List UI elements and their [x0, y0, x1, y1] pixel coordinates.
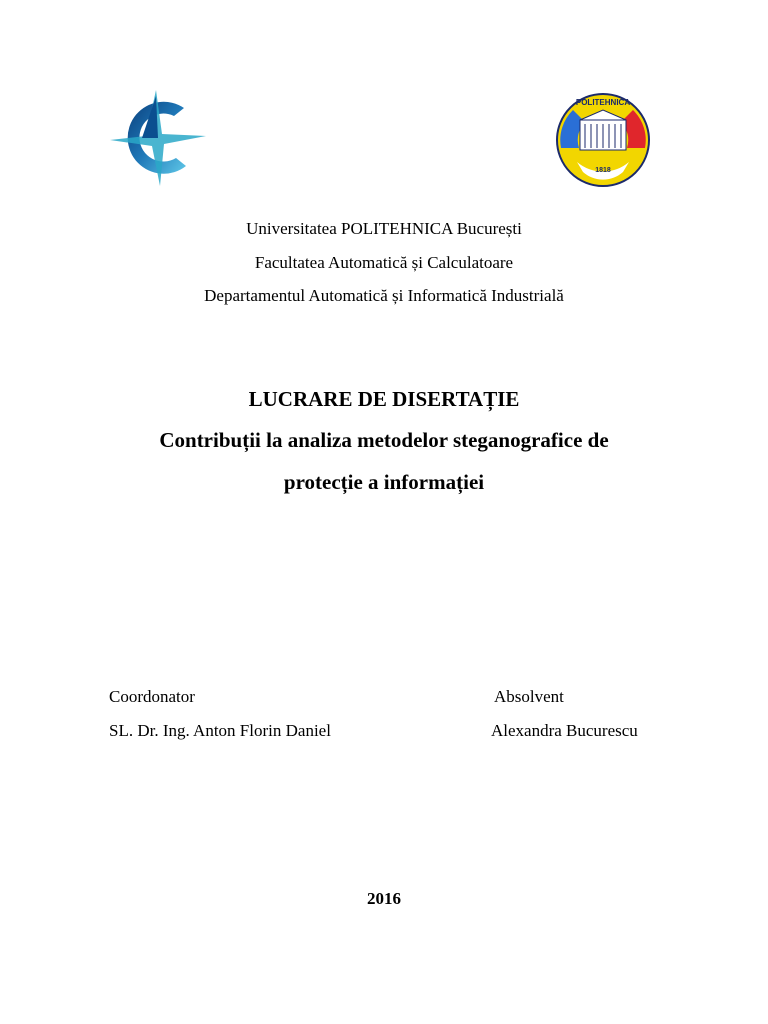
politehnica-seal-icon [553, 92, 653, 188]
seal-top-text: POLITEHNICA [575, 98, 631, 107]
seal-year-text: 1818 [595, 167, 611, 174]
year: 2016 [367, 889, 401, 908]
graduate-label: Absolvent [494, 687, 564, 706]
thesis-title-line1: Contribuții la analiza metodelor steganografice de [159, 428, 609, 452]
graduate-name: Alexandra Bucurescu [491, 721, 638, 740]
department-name: Departamentul Automatică și Informatică Industrială [204, 286, 564, 305]
university-name: Universitatea POLITEHNICA București [246, 219, 522, 238]
thesis-title-line2: protecție a informației [283, 470, 485, 494]
faculty-logo-icon [106, 86, 210, 188]
faculty-name: Facultatea Automatică și Calculatoare [254, 253, 514, 272]
coordinator-name: SL. Dr. Ing. Anton Florin Daniel [109, 721, 331, 740]
thesis-type: LUCRARE DE DISERTAȚIE [248, 387, 520, 411]
coordinator-label: Coordonator [109, 687, 195, 706]
